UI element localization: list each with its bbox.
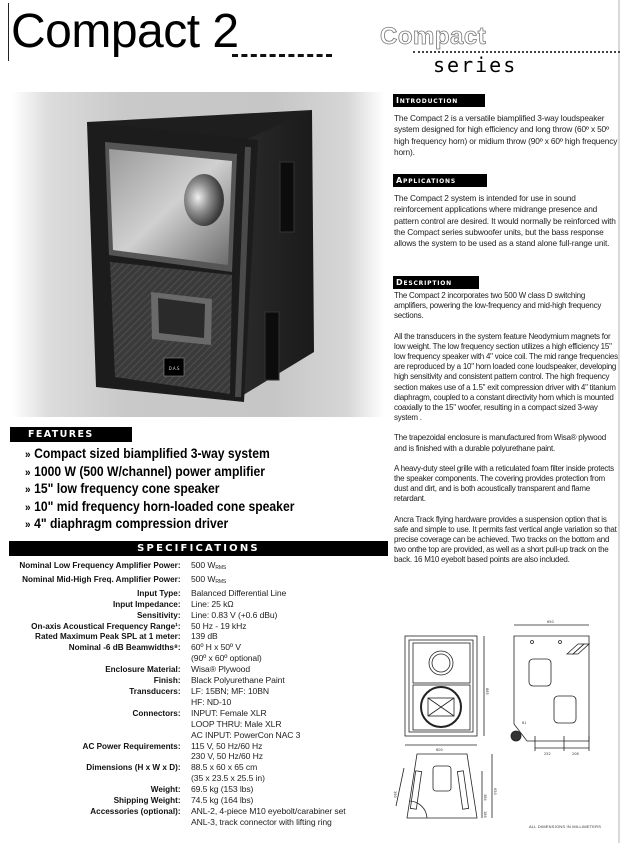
spec-row bbox=[0, 719, 390, 730]
spec-value: 88.5 x 60 x 65 cm bbox=[191, 762, 258, 773]
spec-row bbox=[0, 675, 390, 686]
spec-row bbox=[0, 708, 390, 719]
speaker-render-icon bbox=[12, 92, 384, 417]
spec-label: On-axis Acoustical Frequency Range¹: bbox=[31, 620, 181, 631]
dimensions-note: ALL DIMENSIONS IN MILLIMETERS bbox=[529, 824, 602, 829]
applications-heading: Applications bbox=[393, 174, 487, 187]
specifications-table bbox=[0, 560, 390, 828]
spec-row bbox=[0, 574, 390, 588]
spec-value: 74.5 kg (164 lbs) bbox=[191, 795, 254, 806]
feature-item: » 4" diaphragm compression driver bbox=[25, 516, 229, 532]
spec-label: Nominal -6 dB Beamwidths⁸: bbox=[68, 642, 181, 653]
features-heading: FEATURES bbox=[10, 427, 132, 442]
specifications-heading: SPECIFICATIONS bbox=[9, 541, 388, 556]
description-body bbox=[394, 291, 619, 576]
spec-value: 50 Hz - 19 kHz bbox=[191, 620, 247, 631]
spec-value: HF: ND-10 bbox=[191, 696, 232, 707]
series-logo-text: Compact bbox=[380, 23, 487, 50]
spec-value: Line: 25 kΩ bbox=[191, 598, 234, 609]
spec-label: Enclosure Material: bbox=[105, 664, 181, 675]
spec-label bbox=[10, 730, 191, 741]
svg-text:384: 384 bbox=[483, 794, 487, 801]
spec-value: AC INPUT: PowerCon NAC 3 bbox=[191, 729, 301, 740]
bullet-icon: » bbox=[25, 501, 31, 514]
series-subtitle: series bbox=[433, 53, 518, 77]
spec-value: Wisa® Plywood bbox=[191, 664, 250, 675]
spec-label: Rated Maximum Peak SPL at 1 meter: bbox=[35, 631, 181, 642]
technical-drawings bbox=[392, 616, 618, 843]
introduction-text: The Compact 2 is a versatile biamplified 3-way loudspeaker system designed for high efficiency and long throw (60º x 50º high frequency horn) or midium throw (90º x 60º high frequency horn). bbox=[394, 113, 618, 157]
spec-row bbox=[0, 741, 390, 752]
spec-value: (90º x 60º optional) bbox=[191, 653, 262, 664]
svg-text:885: 885 bbox=[485, 688, 489, 695]
spec-row bbox=[0, 817, 390, 828]
spec-label bbox=[10, 817, 191, 828]
spec-label: Weight: bbox=[150, 784, 181, 795]
spec-label: Input Type: bbox=[137, 587, 181, 598]
description-paragraph: The trapezoidal enclosure is manufactured from Wisa® plywood and is finished with a durable polyurethane paint. bbox=[394, 433, 606, 453]
description-heading: Description bbox=[393, 276, 479, 289]
spec-row bbox=[0, 642, 390, 653]
spec-value: LF: 15BN; MF: 10BN bbox=[191, 685, 269, 696]
spec-row bbox=[0, 653, 390, 664]
title-dashed-rule bbox=[232, 54, 332, 57]
spec-value: 500 $W_{RMS}$ bbox=[191, 573, 227, 585]
spec-row bbox=[0, 730, 390, 741]
spec-row bbox=[0, 784, 390, 795]
spec-value: Black Polyurethane Paint bbox=[191, 675, 285, 686]
spec-value: 115 V, 50 Hz/60 Hz bbox=[191, 740, 263, 751]
spec-value: 139 dB bbox=[191, 631, 218, 642]
features-list bbox=[25, 446, 324, 534]
svg-text:600: 600 bbox=[436, 748, 443, 752]
spec-value: Balanced Differential Line bbox=[191, 587, 287, 598]
product-photo bbox=[12, 92, 384, 417]
spec-row bbox=[0, 599, 390, 610]
spec-value: ANL-3, track connector with lifting ring bbox=[191, 816, 332, 827]
spec-row bbox=[0, 773, 390, 784]
spec-row bbox=[0, 588, 390, 599]
spec-label: AC Power Requirements: bbox=[82, 740, 181, 751]
spec-row bbox=[0, 686, 390, 697]
description-paragraph: Ancra Track flying hardware provides a suspension option that is safe and simple to use. It permits fast vertical angle variation so that precise coverage can be achieved. Two tracks on the bottom and two onthe top are provided, as well as a short pull-up track on the back. 16 M10 eyebolt based points are also included. bbox=[394, 514, 617, 565]
spec-label: Finish: bbox=[153, 675, 181, 686]
svg-text:206: 206 bbox=[572, 752, 579, 756]
bullet-icon: » bbox=[25, 466, 31, 479]
description-paragraph: A heavy-duty steel grille with a reticulated foam filter inside protects the speaker components. The covering provides protection from dust and dirt, and is both acoustically transparent and flame retardant. bbox=[394, 463, 614, 504]
spec-value: INPUT: Female XLR bbox=[191, 707, 267, 718]
spec-row bbox=[0, 751, 390, 762]
bullet-icon: » bbox=[25, 449, 31, 461]
spec-label: Dimensions (H x W x D): bbox=[86, 762, 181, 773]
spec-label: Nominal Mid-High Freq. Amplifier Power: bbox=[22, 573, 181, 584]
spec-label: Accessories (optional): bbox=[90, 805, 181, 816]
page-title: Compact 2 bbox=[11, 5, 239, 58]
spec-label: Connectors: bbox=[132, 707, 181, 718]
spec-value: 69.5 kg (153 lbs) bbox=[191, 784, 254, 795]
svg-text:186: 186 bbox=[483, 811, 487, 818]
side-handle-icon bbox=[280, 162, 294, 232]
spec-value: 500 $W_{RMS}$ bbox=[191, 560, 227, 571]
spec-label: Input Impedance: bbox=[112, 598, 181, 609]
description-paragraph: All the transducers in the system feature Neodymium magnets for low weight. The low frequency section utilizes a high efficiency 15" low frequency speaker with 4" voice coil. The mid range frequencies are reproduced by a 10" horn loaded cone loudspeaker, developing high sensitivity and consistent pattern control. The high frequency section makes use of a 1.5" exit compression driver with 4" titanium diaphragm, coupled to a constant directivity horn which is mounted coaxially to the 15" woofer, resulting in a compact sized 3-way system . bbox=[394, 331, 618, 423]
svg-text:61: 61 bbox=[522, 721, 527, 725]
svg-text:D.A.S: D.A.S bbox=[168, 366, 180, 371]
spec-value: Line: 0.83 V (+0.6 dBu) bbox=[191, 609, 278, 620]
spec-value: ANL-2, 4-piece M10 eyebolt/carabiner set bbox=[191, 805, 346, 816]
bullet-icon: » bbox=[25, 484, 31, 497]
side-handle-icon bbox=[265, 312, 279, 380]
feature-item: » 1000 W (500 W/channel) power amplifier bbox=[25, 463, 266, 479]
introduction-heading: Introduction bbox=[393, 94, 485, 107]
spec-label bbox=[10, 653, 191, 664]
spec-label bbox=[10, 751, 191, 762]
spec-value: LOOP THRU: Male XLR bbox=[191, 718, 282, 729]
spec-label bbox=[10, 697, 191, 708]
spec-label bbox=[10, 773, 191, 784]
spec-row bbox=[0, 631, 390, 642]
spec-row bbox=[0, 621, 390, 632]
spec-label: Sensitivity: bbox=[136, 609, 181, 620]
spec-value: (35 x 23.5 x 25.5 in) bbox=[191, 773, 265, 784]
feature-item: » 10" mid frequency horn-loaded cone speaker bbox=[25, 498, 295, 514]
spec-row bbox=[0, 762, 390, 773]
svg-text:252: 252 bbox=[544, 752, 551, 756]
compression-driver-icon bbox=[184, 174, 224, 226]
feature-item: » 15" low frequency cone speaker bbox=[25, 481, 220, 497]
spec-label: Transducers: bbox=[129, 685, 181, 696]
spec-label: Nominal Low Frequency Amplifier Power: bbox=[19, 560, 181, 570]
spec-row bbox=[0, 697, 390, 708]
svg-text:390: 390 bbox=[393, 791, 397, 798]
spec-row bbox=[0, 610, 390, 621]
header-left-rule bbox=[8, 3, 9, 61]
spec-row bbox=[0, 664, 390, 675]
spec-label: Shipping Weight: bbox=[113, 795, 181, 806]
bullet-icon: » bbox=[25, 519, 31, 532]
svg-text:650: 650 bbox=[547, 620, 554, 624]
applications-text: The Compact 2 system is intended for use in sound reinforcement applications where midrange presence and pattern control are desired. It would normally be reinforced with the Compact series subwoofer units, but the bass response allows the system to be used as a stand alone full-range unit. bbox=[394, 193, 616, 249]
svg-text:650: 650 bbox=[493, 788, 497, 795]
spec-value: 60º H x 50º V bbox=[191, 642, 241, 653]
feature-item: » Compact sized biamplified 3-way system bbox=[25, 446, 270, 461]
spec-row bbox=[0, 795, 390, 806]
dimension-drawing-icon bbox=[392, 616, 618, 843]
spec-row bbox=[0, 806, 390, 817]
spec-label bbox=[10, 719, 191, 730]
description-paragraph: The Compact 2 incorporates two 500 W class D switching amplifiers, powering the low-frequency and mid-high frequency sections. bbox=[394, 291, 602, 321]
spec-row bbox=[0, 560, 390, 574]
spec-value: 230 V, 50 Hz/60 Hz bbox=[191, 751, 263, 762]
